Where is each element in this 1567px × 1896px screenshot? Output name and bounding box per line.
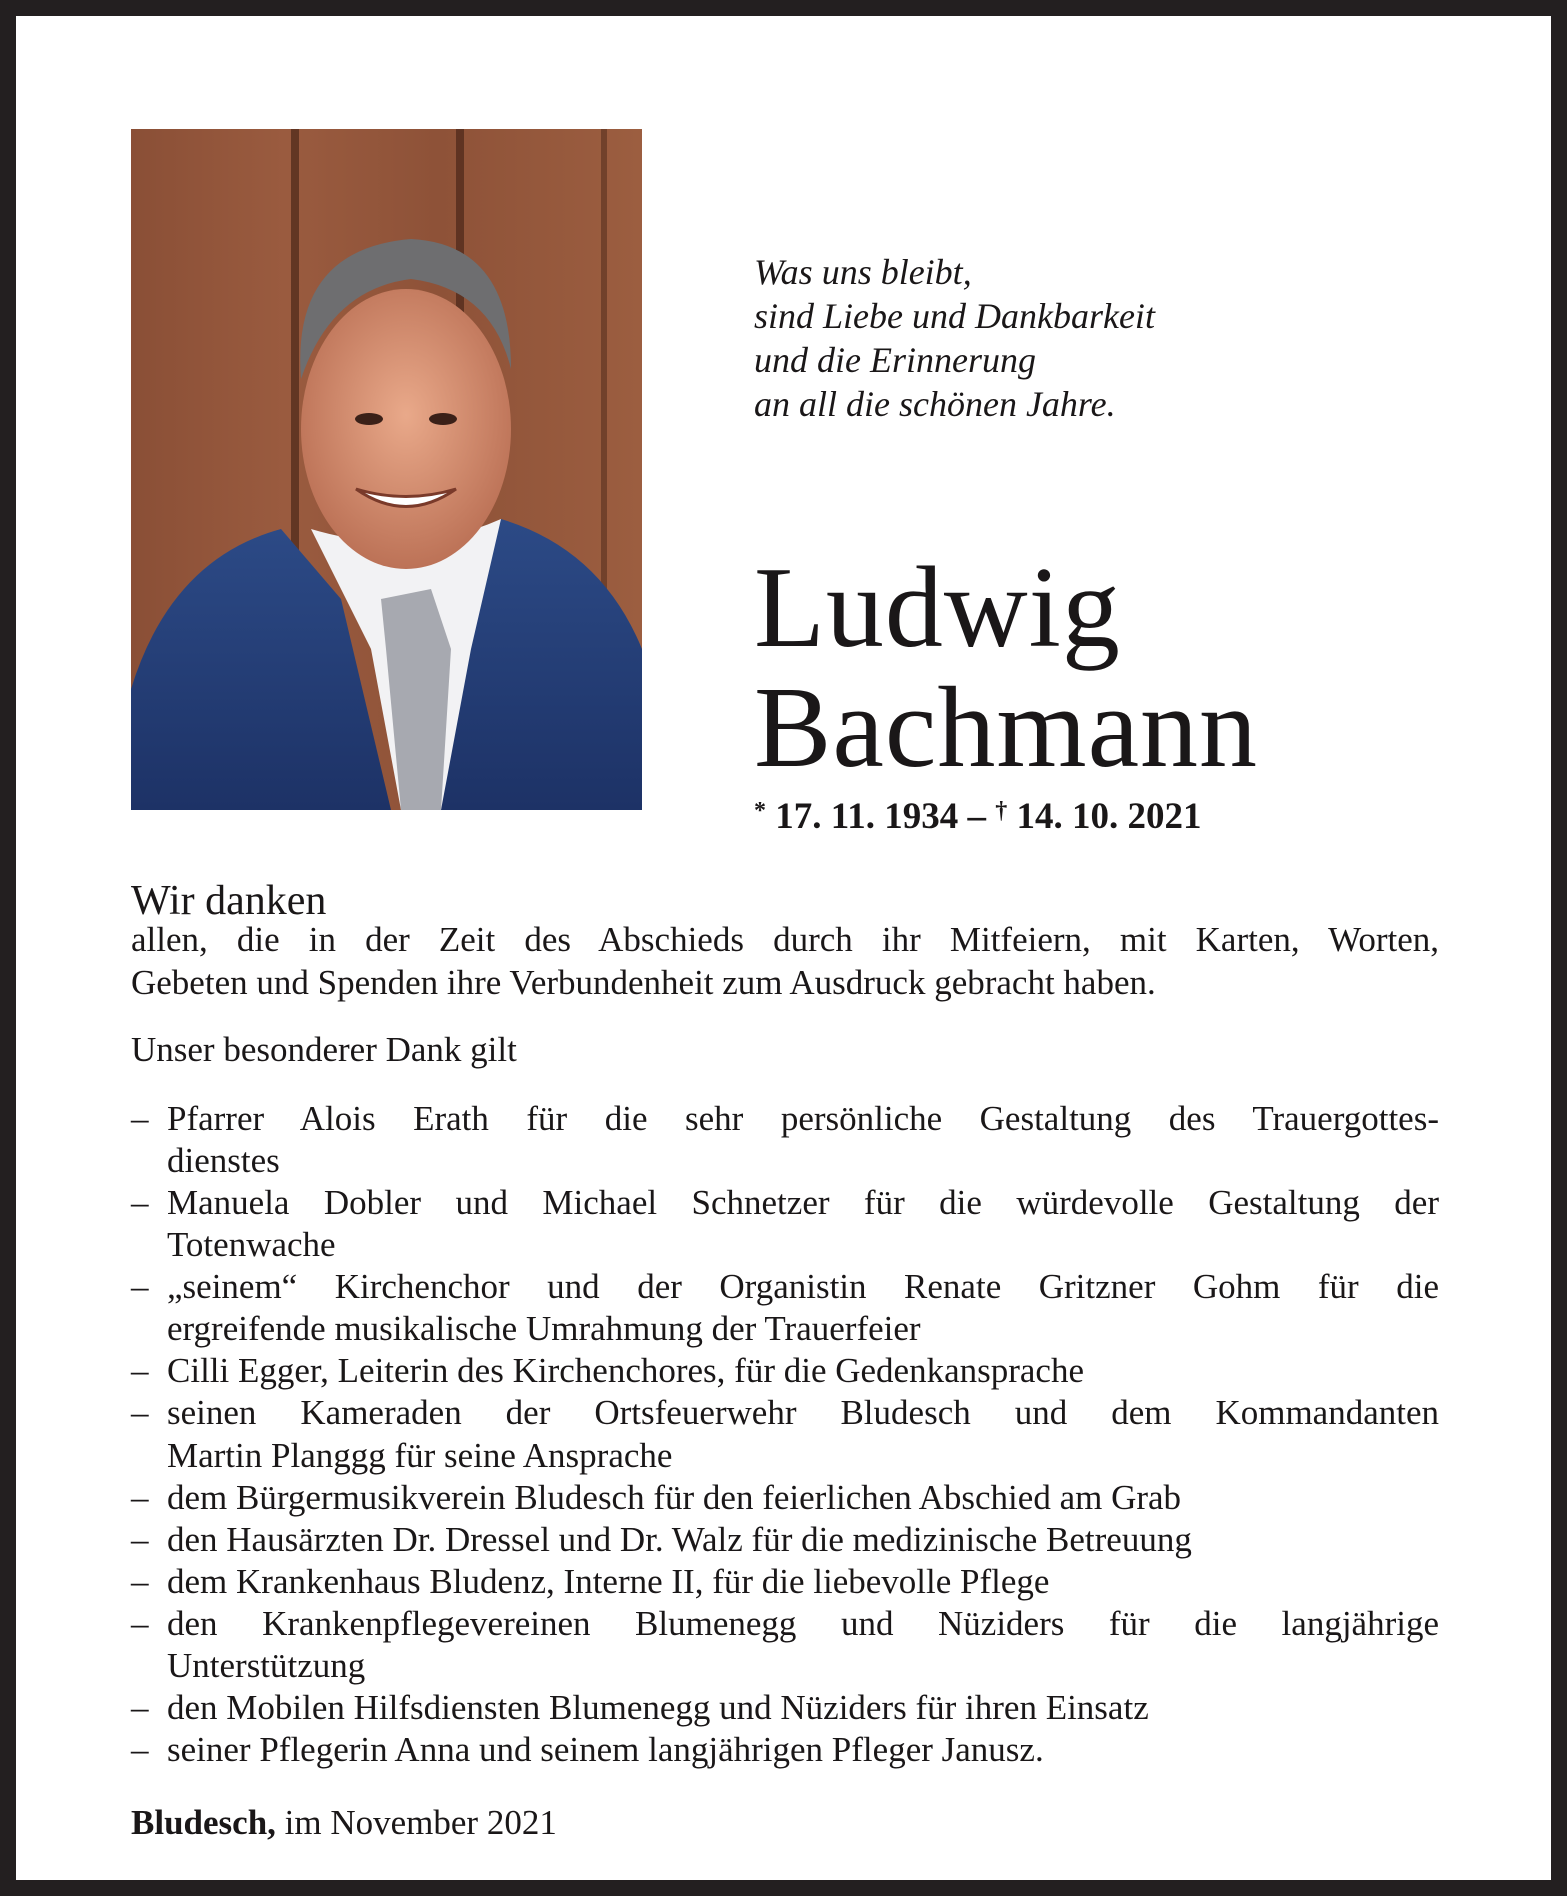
list-item-line: den Hausärzten Dr. Dressel und Dr. Walz für die medizinische Betreuung <box>167 1519 1192 1559</box>
list-dash: – <box>131 1393 149 1433</box>
portrait-photo <box>131 129 642 810</box>
thanks-list-item <box>131 1098 1439 1182</box>
quote-line: an all die schönen Jahre. <box>754 384 1116 424</box>
list-item-line: Martin Planggg für seine Ansprache <box>167 1435 673 1475</box>
list-item-line: „seinem“ Kirchenchor und der Organistin Renate Gritzner Gohm für die <box>167 1267 1439 1307</box>
footer-date: im November 2021 <box>284 1803 557 1842</box>
thanks-list-item <box>131 1266 1439 1350</box>
thanks-list-item <box>131 1477 1439 1519</box>
thanks-list <box>131 1098 1439 1771</box>
list-item-line: dem Krankenhaus Bludenz, Interne II, für die liebevolle Pflege <box>167 1561 1050 1601</box>
special-thanks-label: Unser besonderer Dank gilt <box>131 1030 517 1069</box>
list-dash: – <box>131 1183 149 1223</box>
thanks-list-item <box>131 1729 1439 1771</box>
list-dash: – <box>131 1477 149 1517</box>
intro-text <box>131 918 1439 1004</box>
list-dash: – <box>131 1267 149 1307</box>
first-name: Ludwig <box>754 544 1121 672</box>
list-item-line: seinen Kameraden der Ortsfeuerwehr Bludesch und dem Kommandanten <box>167 1393 1439 1433</box>
birth-date: 17. 11. 1934 <box>775 796 959 837</box>
thanks-list-item <box>131 1392 1439 1476</box>
list-item-line: ergreifende musikalische Umrahmung der Trauerfeier <box>167 1309 921 1349</box>
list-item-line: Totenwache <box>167 1225 336 1265</box>
list-dash: – <box>131 1687 149 1727</box>
list-item-line: Cilli Egger, Leiterin des Kirchenchores, für die Gedenkansprache <box>167 1351 1084 1391</box>
list-dash: – <box>131 1099 149 1138</box>
thanks-heading: Wir danken <box>131 878 327 924</box>
last-name: Bachmann <box>754 664 1259 792</box>
quote-line: Was uns bleibt, <box>754 252 972 292</box>
list-item-line: den Mobilen Hilfsdiensten Blumenegg und Nüziders für ihren Einsatz <box>167 1687 1149 1727</box>
list-item-line: den Krankenpflegevereinen Blumenegg und Nüziders für die langjährige <box>167 1603 1439 1643</box>
list-item-line: Pfarrer Alois Erath für die sehr persönliche Gestaltung des Trauergottes- <box>167 1099 1439 1138</box>
thanks-list-item <box>131 1519 1439 1561</box>
thanks-list-item <box>131 1561 1439 1603</box>
list-item-line: seiner Pflegerin Anna und seinem langjährigen Pfleger Janusz. <box>167 1729 1044 1769</box>
life-dates <box>754 788 1201 840</box>
list-dash: – <box>131 1603 149 1643</box>
place: Bludesch, <box>131 1803 276 1842</box>
list-dash: – <box>131 1351 149 1391</box>
list-item-line: dem Bürgermusikverein Bludesch für den feierlichen Abschied am Grab <box>167 1477 1182 1517</box>
thanks-list-item <box>131 1182 1439 1266</box>
obituary-page <box>16 16 1551 1880</box>
deceased-name <box>754 544 1259 792</box>
thanks-list-item <box>131 1687 1439 1729</box>
death-cross-icon: † <box>995 798 1008 824</box>
intro-line: allen, die in der Zeit des Abschieds durch ihr Mitfeiern, mit Karten, Worten, <box>131 920 1439 959</box>
quote-line: sind Liebe und Dankbarkeit <box>754 296 1155 336</box>
birth-star-icon: * <box>754 798 766 824</box>
signature-line <box>131 1802 557 1844</box>
quote-line: und die Erinnerung <box>754 340 1036 380</box>
intro-line: Gebeten und Spenden ihre Verbundenheit zum Ausdruck gebracht haben. <box>131 963 1156 1002</box>
list-item-line: Manuela Dobler und Michael Schnetzer für die würdevolle Gestaltung der <box>167 1183 1439 1223</box>
thanks-list-item <box>131 1603 1439 1687</box>
list-dash: – <box>131 1561 149 1601</box>
memorial-quote <box>754 250 1155 426</box>
list-dash: – <box>131 1729 149 1769</box>
death-date: 14. 10. 2021 <box>1016 796 1202 837</box>
list-dash: – <box>131 1519 149 1559</box>
date-separator: – <box>967 796 986 837</box>
list-item-line: dienstes <box>167 1141 280 1181</box>
list-item-line: Unterstützung <box>167 1645 366 1685</box>
thanks-list-item <box>131 1350 1439 1392</box>
